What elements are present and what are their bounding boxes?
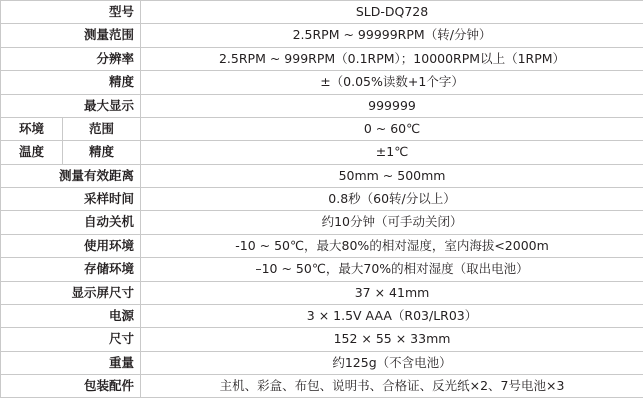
row-value: 3 × 1.5V AAA（R03/LR03） bbox=[141, 304, 643, 327]
row-label: 尺寸 bbox=[1, 328, 141, 351]
row-label: 使用环境 bbox=[1, 234, 141, 257]
table-row bbox=[1, 188, 643, 211]
row-value: ±（0.05%读数+1个字） bbox=[141, 71, 643, 94]
table-row bbox=[1, 94, 643, 117]
row-label: 存储环境 bbox=[1, 258, 141, 281]
row-value: 2.5RPM ~ 999RPM（0.1RPM）；10000RPM以上（1RPM） bbox=[141, 47, 643, 70]
env-group-label-top: 环境 bbox=[1, 117, 63, 140]
row-label: 最大显示 bbox=[1, 94, 141, 117]
table-row bbox=[1, 24, 643, 47]
row-value: 0.8秒（60转/分以上） bbox=[141, 188, 643, 211]
table-row bbox=[1, 211, 643, 234]
row-value: 主机、彩盒、布包、说明书、合格证、反光纸×2、7号电池×3 bbox=[141, 375, 643, 398]
table-row bbox=[1, 375, 643, 398]
row-label: 重量 bbox=[1, 351, 141, 374]
table-row bbox=[1, 351, 643, 374]
row-label: 自动关机 bbox=[1, 211, 141, 234]
table-row bbox=[1, 258, 643, 281]
row-label: 分辨率 bbox=[1, 47, 141, 70]
row-label: 测量有效距离 bbox=[1, 164, 141, 187]
row-value: 37 × 41mm bbox=[141, 281, 643, 304]
table-row bbox=[1, 304, 643, 327]
row-value: 约125g（不含电池） bbox=[141, 351, 643, 374]
row-value: 2.5RPM ~ 99999RPM（转/分钟） bbox=[141, 24, 643, 47]
table-row bbox=[1, 234, 643, 257]
row-value: -10 ~ 50℃，最大80%的相对湿度，室内海拔<2000m bbox=[141, 234, 643, 257]
env-group-label-bottom: 温度 bbox=[1, 141, 63, 164]
row-value: 999999 bbox=[141, 94, 643, 117]
table-row-env-range bbox=[1, 117, 643, 140]
row-label: 电源 bbox=[1, 304, 141, 327]
row-label: 型号 bbox=[1, 1, 141, 24]
row-label: 测量范围 bbox=[1, 24, 141, 47]
table-row bbox=[1, 47, 643, 70]
row-value: 约10分钟（可手动关闭） bbox=[141, 211, 643, 234]
table-row bbox=[1, 164, 643, 187]
table-row bbox=[1, 328, 643, 351]
row-label: 精度 bbox=[1, 71, 141, 94]
row-value: SLD-DQ728 bbox=[141, 1, 643, 24]
row-value: 50mm ~ 500mm bbox=[141, 164, 643, 187]
row-label: 采样时间 bbox=[1, 188, 141, 211]
table-row bbox=[1, 281, 643, 304]
row-value: ±1℃ bbox=[141, 141, 643, 164]
row-value: 152 × 55 × 33mm bbox=[141, 328, 643, 351]
row-label: 精度 bbox=[63, 141, 141, 164]
table-row-env-accuracy bbox=[1, 141, 643, 164]
table-row bbox=[1, 71, 643, 94]
row-value: 0 ~ 60℃ bbox=[141, 117, 643, 140]
row-label: 范围 bbox=[63, 117, 141, 140]
table-row bbox=[1, 1, 643, 24]
row-label: 包装配件 bbox=[1, 375, 141, 398]
row-value: –10 ~ 50℃，最大70%的相对湿度（取出电池） bbox=[141, 258, 643, 281]
row-label: 显示屏尺寸 bbox=[1, 281, 141, 304]
